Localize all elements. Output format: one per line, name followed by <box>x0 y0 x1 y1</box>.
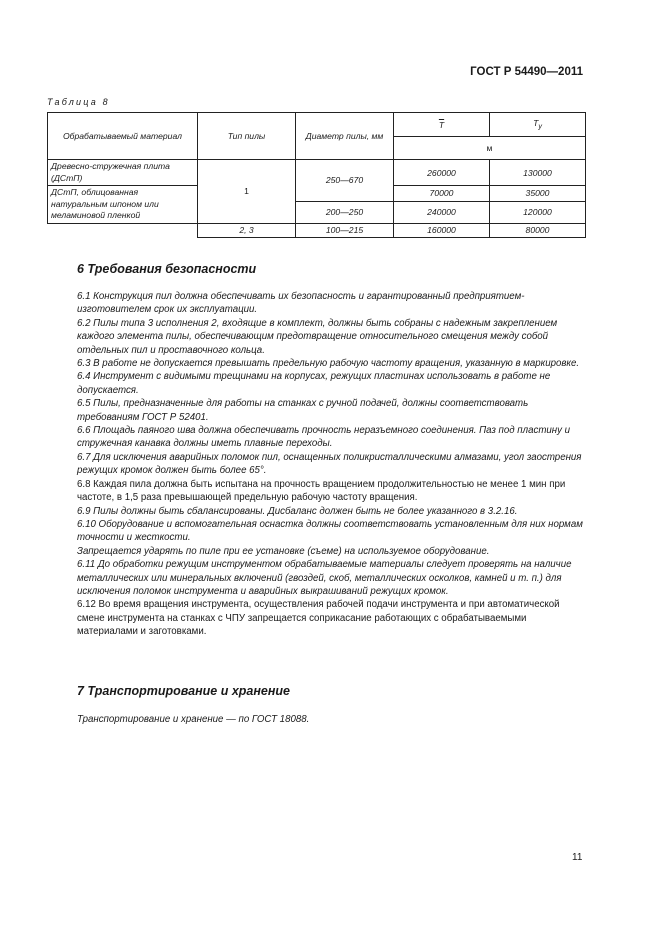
table-cell-t: 240000 <box>394 201 490 223</box>
header-t-gamma-symbol: T <box>533 118 539 129</box>
section-7-text: Транспортирование и хранение — по ГОСТ 18088. <box>77 714 310 725</box>
paragraph-6-2: 6.2 Пилы типа 3 исполнения 2, входящие в комплект, должны быть собраны с надежным закреплением каждого элемента пилы, обеспечивающим предотвращение относительного смещения между собой отдельных пил и проставочного кольца. <box>77 317 558 356</box>
paragraph-6-7: 6.7 Для исключения аварийных поломок пил, оснащенных поликристаллическими алмазами, угол заострения режущих кромок должен быть более 65°. <box>77 451 582 477</box>
paragraph-6-3: 6.3 В работе не допускается превышать предельную рабочую частоту вращения, указанную в маркировке. <box>77 358 580 370</box>
section-6-body <box>77 290 584 639</box>
header-t-gamma <box>490 113 586 137</box>
paragraph-6-9: 6.9 Пилы должны быть сбалансированы. Дисбаланс должен быть не более указанного в 3.2.16. <box>77 505 518 517</box>
header-t-avg-symbol: $\overline{T}$ <box>438 119 445 130</box>
table-cell-saw-type: 1 <box>198 160 296 224</box>
header-t-avg <box>394 113 490 137</box>
table-cell-material: ДСтП, облицованная натуральным шпоном или меламиновой пленкой <box>48 186 198 224</box>
paragraph-6-1: 6.1 Конструкция пил должна обеспечивать их безопасность и гарантированный предприятием-изготовителем срок их эксплуатации. <box>77 291 525 316</box>
table-cell-saw-type: 2, 3 <box>198 223 296 237</box>
table-cell-diameter: 250—670 <box>296 160 394 202</box>
paragraph-6-10: 6.10 Оборудование и вспомогательная оснастка должны соответствовать установленным для них нормам точности и жесткости. <box>77 518 583 544</box>
page-number: 11 <box>572 852 583 863</box>
paragraph-6-6: 6.6 Площадь паяного шва должна обеспечивать прочность неразъемного соединения. Паз под пластину и стружечная канавка должны иметь плавные переходы. <box>77 425 571 450</box>
table-cell-ty: 130000 <box>490 160 586 186</box>
header-unit: м <box>394 137 586 160</box>
table-cell-material: Древесно-стружечная плита (ДСтП) <box>48 160 198 186</box>
paragraph-6-11: 6.11 До обработки режущим инструментом обрабатываемые материалы следует проверять на наличие металлических или минеральных включений (гвоздей, скоб, металлических осколков, камней и т. п.) для исключения поломок инструмента и аварийных выкрашиваний режущих кромок. <box>77 559 572 597</box>
paragraph-6-5: 6.5 Пилы, предназначенные для работы на станках с ручной подачей, должны соответствовать требованиям ГОСТ Р 52401. <box>77 398 529 423</box>
section-7-title: 7 Транспортирование и хранение <box>77 684 291 698</box>
header-diameter: Диаметр пилы, мм <box>296 113 394 160</box>
table-cell-t: 160000 <box>394 223 490 237</box>
section-6-title: 6 Требования безопасности <box>77 262 257 276</box>
table-cell-t: 70000 <box>394 186 490 202</box>
table-cell-empty <box>48 223 198 237</box>
table-cell-t: 260000 <box>394 160 490 186</box>
table-cell-diameter: 200—250 <box>296 201 394 223</box>
header-saw-type: Тип пилы <box>198 113 296 160</box>
document-id: ГОСТ Р 54490—2011 <box>470 66 583 78</box>
table-cell-ty: 35000 <box>490 186 586 202</box>
table-cell-ty: 120000 <box>490 201 586 223</box>
table-caption: Таблица 8 <box>47 97 110 107</box>
header-material: Обрабатываемый материал <box>48 113 198 160</box>
paragraph-6-4: 6.4 Инструмент с видимыми трещинами на корпусах, режущих пластинах использовать в работе не допускается. <box>77 371 551 396</box>
paragraph-6-8: 6.8 Каждая пила должна быть испытана на прочность вращением продолжительностью не менее 1 мин при частоте, в 1,5 раза превышающей предельную рабочую частоту вращения. <box>77 478 566 504</box>
header-t-gamma-subscript: у <box>538 122 542 131</box>
table-cell-ty: 80000 <box>490 223 586 237</box>
saw-parameters-table <box>47 112 586 238</box>
paragraph-6-12: 6.12 Во время вращения инструмента, осуществления рабочей подачи инструмента и при автоматической смене инструмента на станках с ЧПУ запрещается соприкасание работающих с обрабатываемыми материалами и заготовками. <box>77 599 560 638</box>
table-cell-diameter: 100—215 <box>296 223 394 237</box>
paragraph-6-10-note: Запрещается ударять по пиле при ее установке (съеме) на используемое оборудование. <box>77 545 490 557</box>
